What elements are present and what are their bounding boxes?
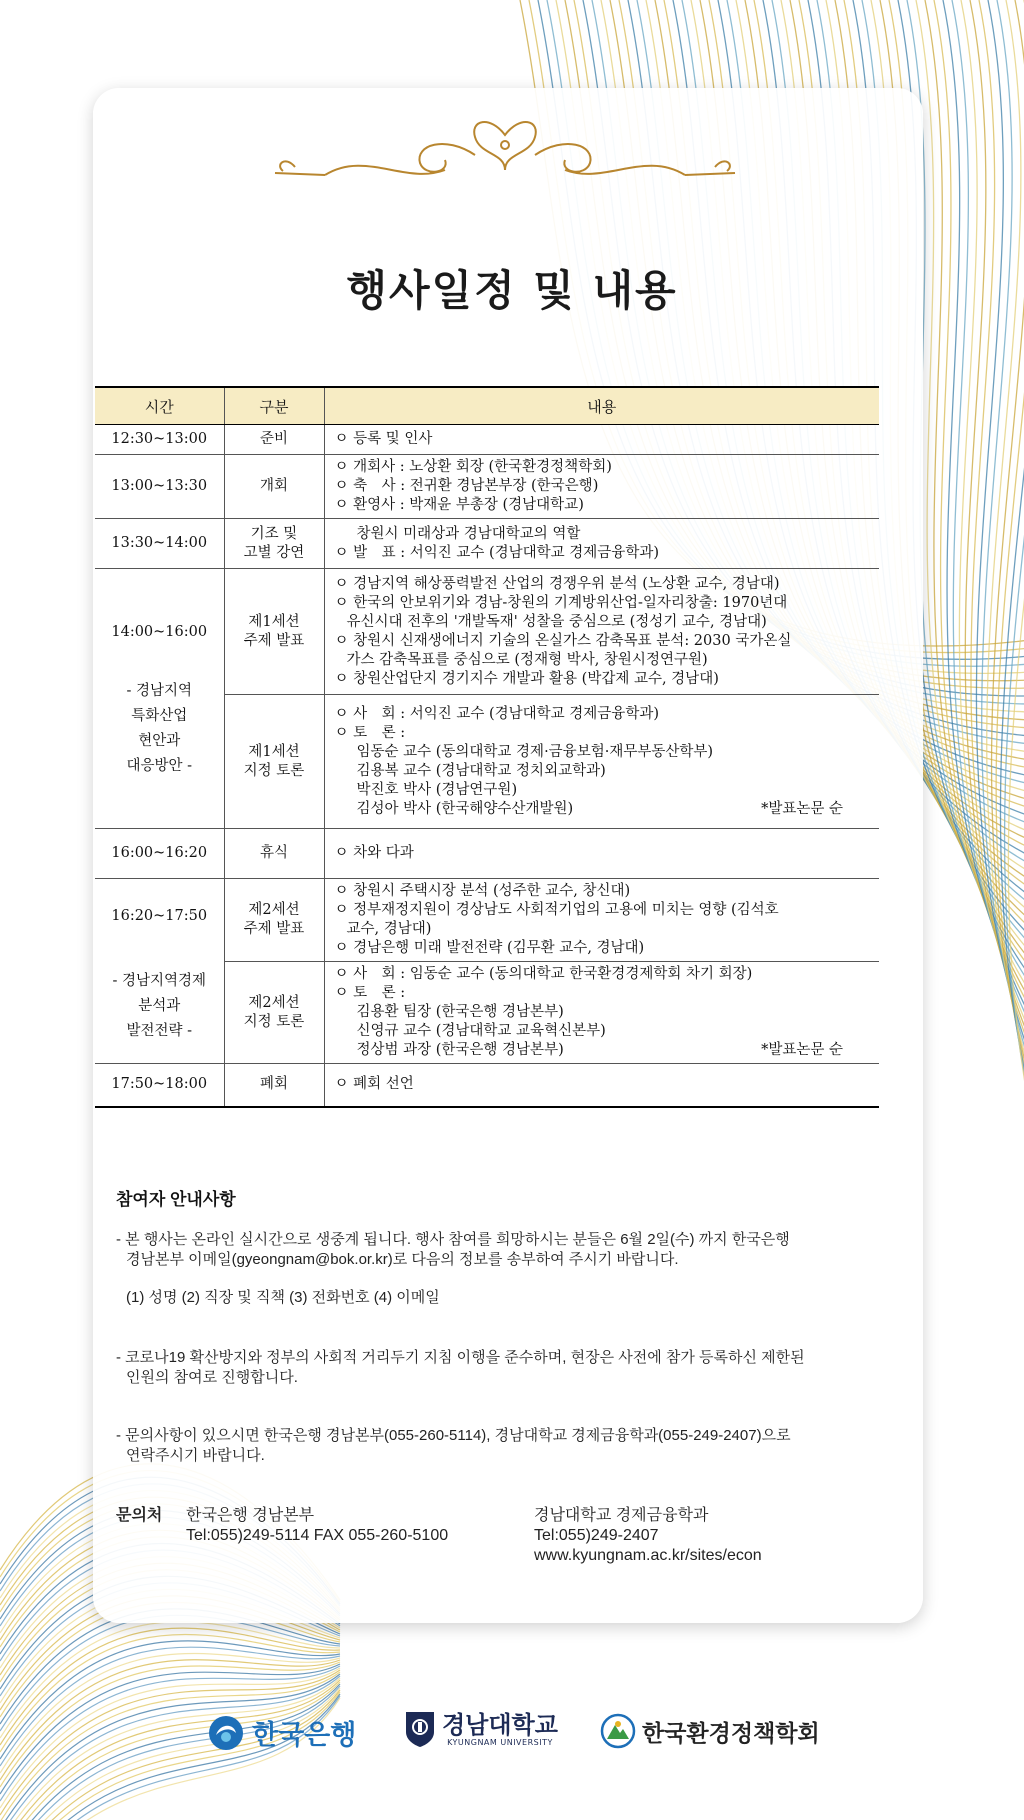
theme-line: 현안과 (138, 732, 181, 749)
sponsor-logos (0, 1705, 1024, 1765)
time-cell: 13:00~13:30 (95, 455, 224, 519)
notice-line: 인원의 참여로 진행합니다. (126, 1369, 298, 1386)
content-line: 유신시대 전후의 '개발독재' 성찰을 중심으로 (정성기 교수, 경남대) (346, 613, 767, 630)
content-line-with-note (335, 800, 874, 819)
contact-tel: Tel:055)249-2407 (534, 1527, 659, 1544)
knu-logo-en: KYUNGNAM UNIVERSITY (447, 1737, 553, 1747)
category-cell: 휴식 (224, 829, 324, 879)
page-title: 행사일정 및 내용 (346, 266, 678, 315)
theme-line: 발전전략 - (126, 1022, 193, 1039)
table-header-row (95, 387, 879, 425)
knu-logo-text-group (442, 1712, 558, 1747)
notice-line: - 본 행사는 온라인 실시간으로 생중계 됩니다. 행사 참여를 희망하시는 분들은 6월 2일(수) 까지 한국은행 (116, 1231, 790, 1248)
category-cell: 준비 (224, 425, 324, 455)
kaep-emblem-icon (600, 1713, 636, 1749)
theme-line: - 경남지역 (126, 682, 193, 699)
notice-line: (1) 성명 (2) 직장 및 직책 (3) 전화번호 (4) 이메일 (126, 1289, 440, 1306)
content-line: ㅇ 폐회 선언 (334, 1076, 414, 1093)
notice-heading: 참여자 안내사항 (116, 1190, 236, 1209)
content-cell (324, 1064, 879, 1107)
contact-tel: Tel:055)249-5114 FAX 055-260-5100 (186, 1527, 449, 1544)
theme-line: - 경남지역경제 (112, 972, 207, 989)
footnote: *발표논문 순 (761, 800, 843, 817)
content-line: 정상범 과장 (한국은행 경남본부) (356, 1042, 564, 1058)
content-cell (324, 879, 879, 962)
category-cell (224, 569, 324, 695)
content-cell (324, 962, 879, 1064)
content-line: ㅇ 발 표 : 서익진 교수 (경남대학교 경제금융학과) (334, 544, 659, 561)
participant-notice (116, 1190, 886, 1466)
category-cell (224, 962, 324, 1064)
theme-line: 특화산업 (131, 707, 188, 724)
notice-line: 경남본부 이메일(gyeongnam@bok.or.kr)로 다음의 정보를 송부하여 주시기 바랍니다. (126, 1251, 679, 1268)
time-cell: 17:50~18:00 (95, 1064, 224, 1107)
contact-knu (534, 1506, 762, 1566)
table-row (95, 829, 879, 879)
content-line: 창원시 미래상과 경남대학교의 역할 (356, 525, 581, 542)
content-cell (324, 519, 879, 569)
category-cell (224, 519, 324, 569)
bok-emblem-icon (208, 1715, 244, 1751)
content-line: ㅇ 토 론 : (334, 724, 406, 741)
knu-shield-icon (404, 1710, 436, 1748)
session-theme (96, 679, 223, 779)
content-line: ㅇ 창원산업단지 경기지수 개발과 활용 (박갑제 교수, 경남대) (334, 670, 719, 687)
time-cell: 12:30~13:00 (95, 425, 224, 455)
content-line: 가스 감축목표를 중심으로 (정재형 박사, 창원시정연구원) (346, 651, 708, 668)
kaep-logo-text: 한국환경정책학회 (642, 1720, 820, 1747)
content-line-with-note (335, 1041, 874, 1060)
category-line: 제1세션 (248, 743, 300, 760)
theme-line: 대응방안 - (126, 757, 193, 774)
table-row (95, 519, 879, 569)
category-line: 지정 토론 (243, 1013, 305, 1030)
contact-org: 한국은행 경남본부 (186, 1507, 315, 1524)
bok-logo-text: 한국은행 (252, 1720, 357, 1751)
category-cell: 개회 (224, 455, 324, 519)
ornament-flourish (255, 115, 755, 195)
content-line: ㅇ 토 론 : (334, 985, 406, 1001)
time-label: 14:00~16:00 (111, 624, 208, 640)
content-line: 신영규 교수 (경남대학교 교육혁신본부) (356, 1023, 606, 1039)
content-line: ㅇ 축 사 : 전귀환 경남본부장 (한국은행) (334, 478, 599, 494)
category-line: 제2세션 (248, 902, 300, 918)
table-row (95, 425, 879, 455)
category-cell (224, 695, 324, 829)
content-line: ㅇ 사 회 : 서익진 교수 (경남대학교 경제금융학과) (334, 705, 659, 722)
schedule-table (95, 386, 879, 1108)
content-line: 임동순 교수 (동의대학교 경제·금융보험·재무부동산학부) (356, 743, 714, 760)
content-line: ㅇ 환영사 : 박재윤 부총장 (경남대학교) (334, 497, 584, 513)
content-cell (324, 455, 879, 519)
time-label: 16:20~17:50 (111, 908, 208, 924)
header-time: 시간 (95, 387, 224, 425)
content-cell (324, 569, 879, 695)
content-line: 박진호 박사 (경남연구원) (356, 781, 518, 798)
theme-line: 분석과 (138, 997, 181, 1014)
content-line: ㅇ 정부재정지원이 경상남도 사회적기업의 고용에 미치는 영향 (김석호 (334, 902, 779, 918)
content-line: 교수, 경남대) (346, 921, 432, 937)
table-row (95, 1064, 879, 1107)
contact-label: 문의처 (116, 1507, 163, 1524)
contact-org: 경남대학교 경제금융학과 (534, 1507, 709, 1524)
content-line: ㅇ 차와 다과 (334, 845, 414, 861)
table-row (95, 569, 879, 695)
content-line: ㅇ 한국의 안보위기와 경남-창원의 기계방위산업-일자리창출: 1970년대 (334, 594, 788, 611)
contact-web: www.kyungnam.ac.kr/sites/econ (534, 1547, 762, 1564)
category-line: 제1세션 (248, 613, 300, 630)
content-line: ㅇ 경남은행 미래 발전전략 (김무환 교수, 경남대) (334, 940, 645, 956)
notice-line: - 코로나19 확산방지와 정부의 사회적 거리두기 지침 이행을 준수하며, 현장은 사전에 참가 등록하신 제한된 (116, 1349, 805, 1366)
footnote: *발표논문 순 (761, 1042, 843, 1058)
notice-line: 연락주시기 바랍니다. (126, 1447, 265, 1464)
knu-logo-text: 경남대학교 (442, 1710, 558, 1739)
time-cell: 16:00~16:20 (95, 829, 224, 879)
category-line: 주제 발표 (243, 632, 305, 649)
knu-logo (404, 1710, 558, 1748)
bok-logo (208, 1713, 356, 1752)
table-row (95, 455, 879, 519)
content-line: ㅇ 등록 및 인사 (334, 431, 433, 447)
table-row (95, 879, 879, 962)
header-category: 구분 (224, 387, 324, 425)
content-cell (324, 425, 879, 455)
kaep-logo (600, 1713, 820, 1749)
category-cell (224, 879, 324, 962)
content-line: ㅇ 사 회 : 임동순 교수 (동의대학교 한국환경경제학회 차기 회장) (334, 966, 753, 982)
category-line: 고별 강연 (243, 544, 305, 561)
notice-line: - 문의사항이 있으시면 한국은행 경남본부(055-260-5114), 경남대학교 경제금융학과(055-249-2407)으로 (116, 1427, 791, 1444)
time-cell (95, 569, 224, 829)
category-line: 제2세션 (248, 994, 300, 1011)
content-line: ㅇ 창원시 신재생에너지 기술의 온실가스 감축목표 분석: 2030 국가온실 (334, 632, 792, 649)
header-content: 내용 (324, 387, 879, 425)
session-theme (96, 969, 223, 1044)
category-cell: 폐회 (224, 1064, 324, 1107)
content-line: 김용환 팀장 (한국은행 경남본부) (356, 1004, 564, 1020)
category-line: 기조 및 (250, 525, 298, 542)
category-line: 지정 토론 (243, 762, 305, 779)
category-line: 주제 발표 (243, 921, 305, 937)
time-cell: 13:30~14:00 (95, 519, 224, 569)
content-line: ㅇ 창원시 주택시장 분석 (성주한 교수, 창신대) (334, 883, 631, 899)
contact-bok (186, 1506, 448, 1546)
content-line: 김용복 교수 (경남대학교 정치외교학과) (356, 762, 606, 779)
time-cell (95, 879, 224, 1064)
content-cell (324, 829, 879, 879)
content-line: ㅇ 개회사 : 노상환 회장 (한국환경정책학회) (334, 459, 612, 475)
content-cell (324, 695, 879, 829)
content-line: 김성아 박사 (한국해양수산개발원) (356, 800, 574, 817)
content-line: ㅇ 경남지역 해상풍력발전 산업의 경쟁우위 분석 (노상환 교수, 경남대) (334, 575, 780, 592)
